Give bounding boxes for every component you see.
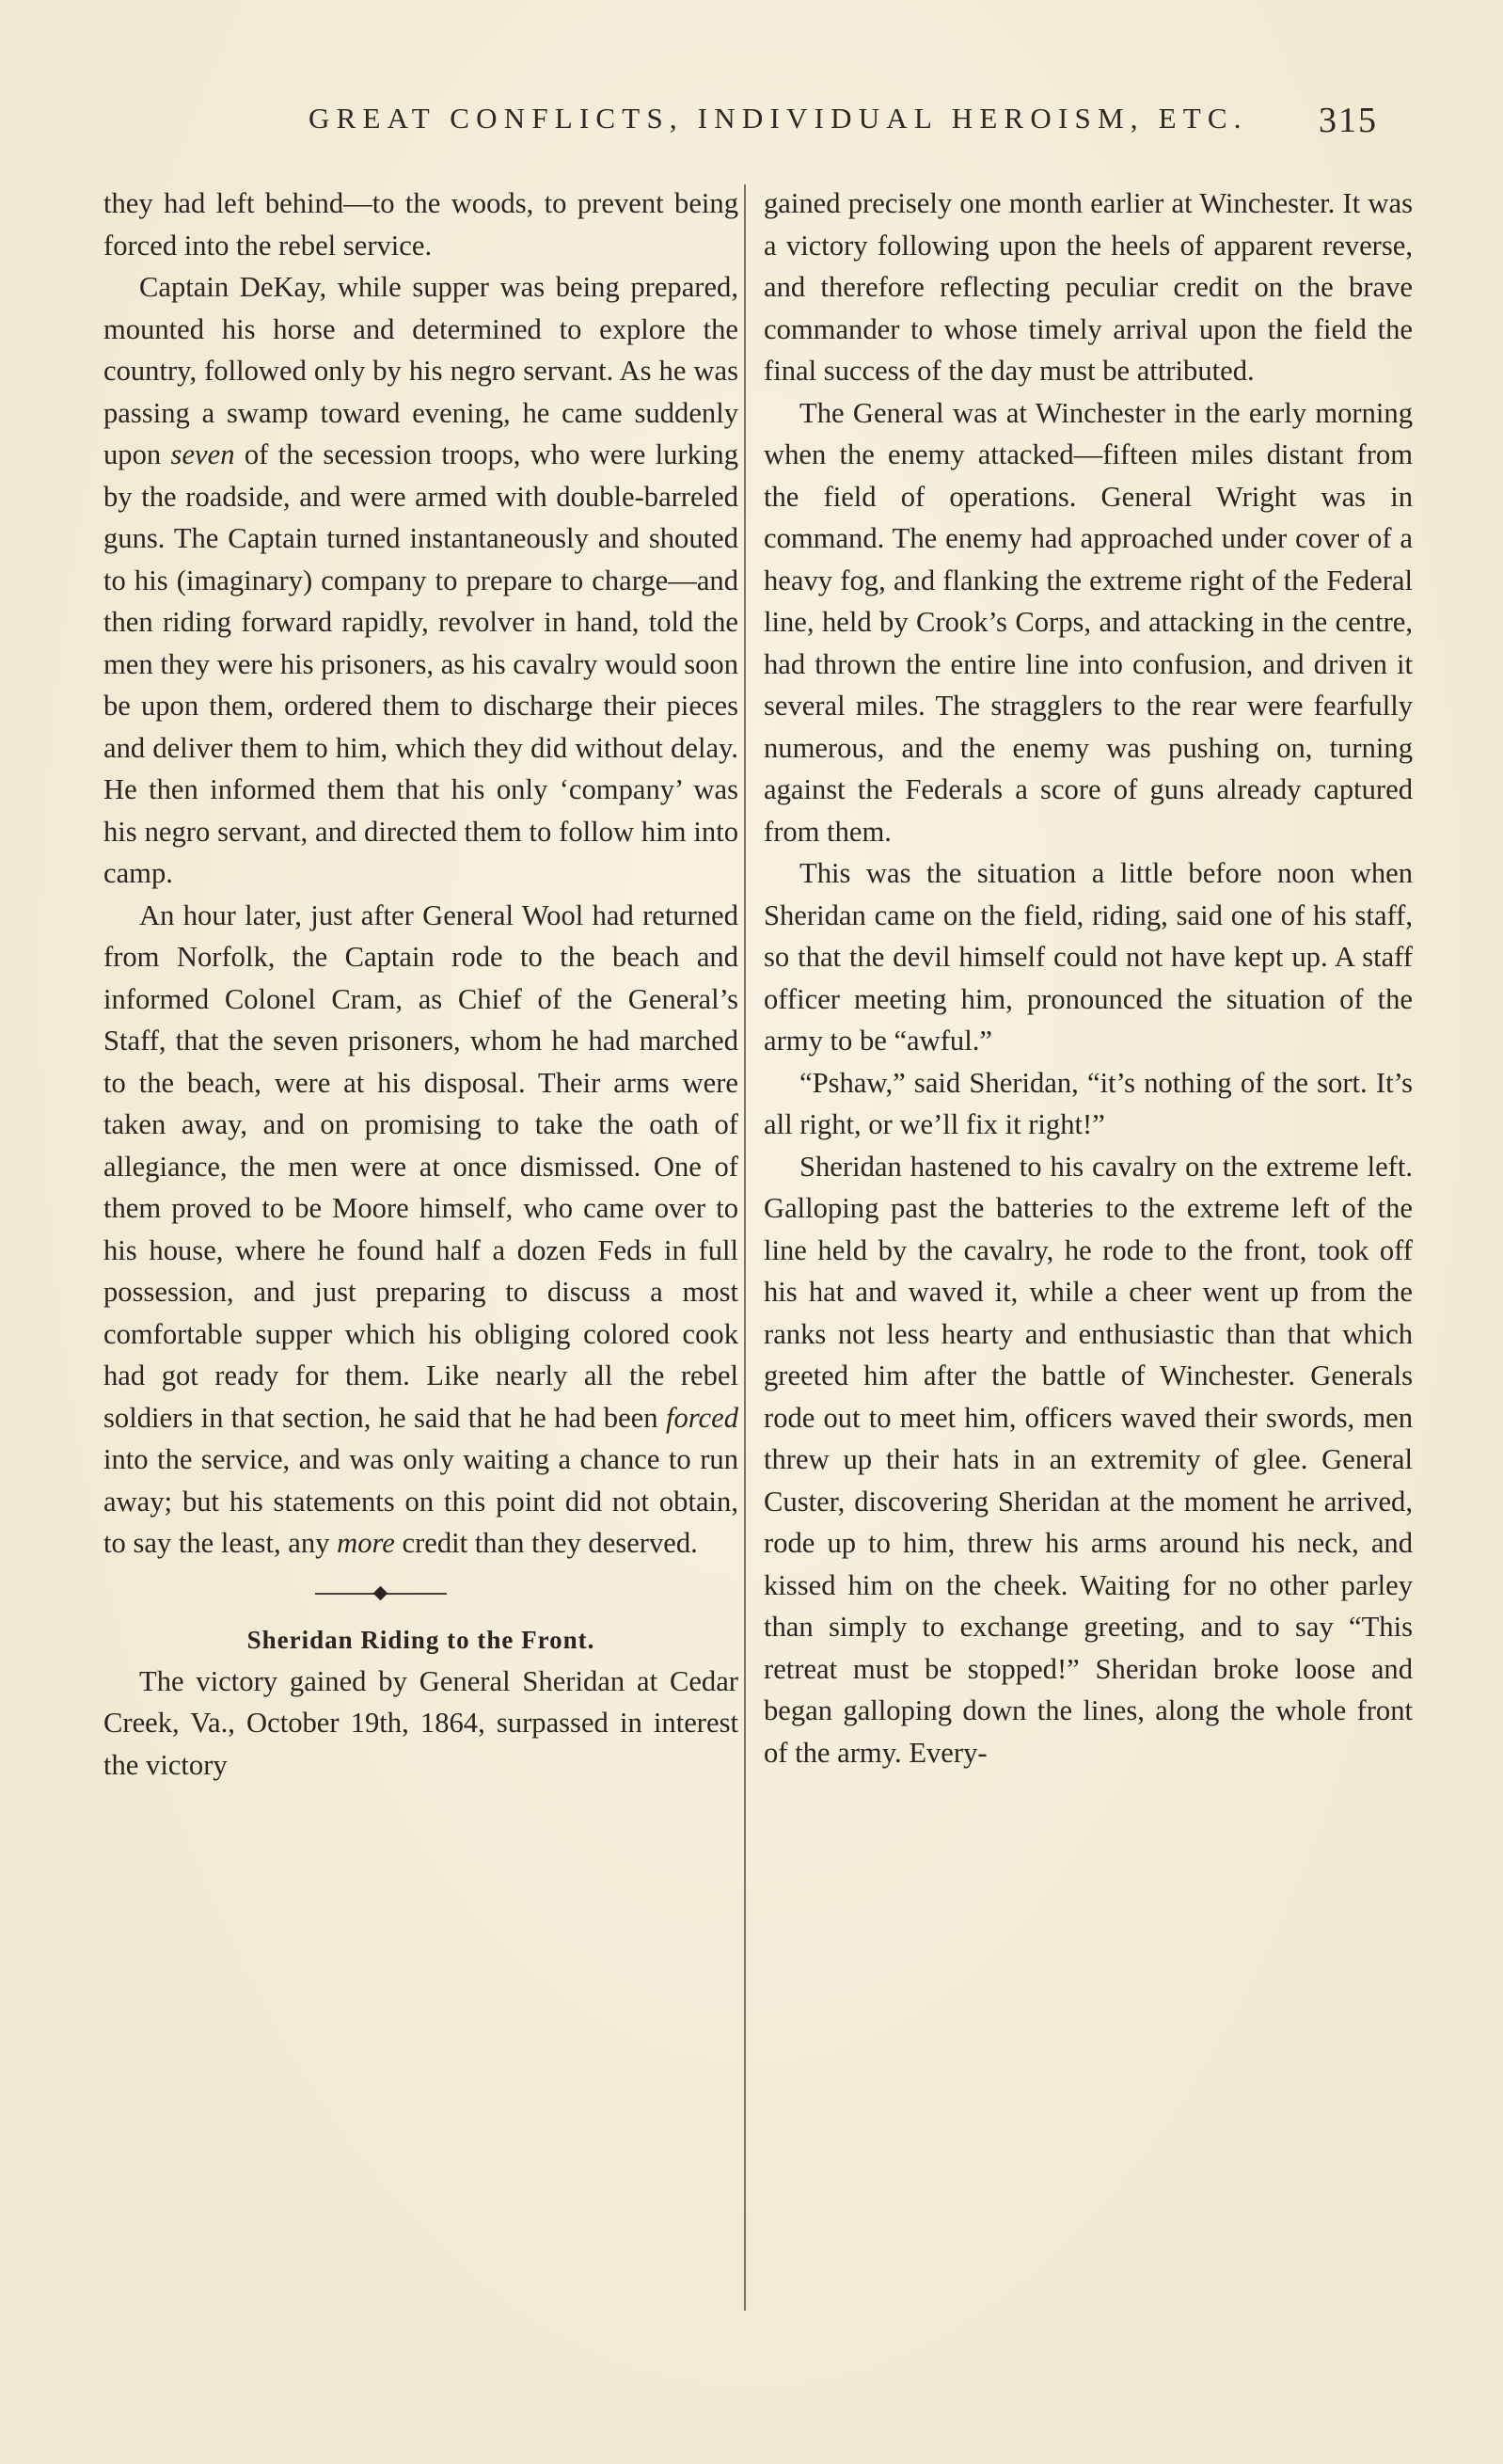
section-separator — [103, 1576, 738, 1614]
paragraph: The victory gained by General Sheridan at Cedar Creek, Va., October 19th, 1864, surpassed in interest the victory — [103, 1664, 738, 1781]
running-head — [0, 102, 1503, 149]
paragraph-text: An hour later, just after General Wool had returned from Norfolk, the Captain rode to the beach and informed Colonel Cram, as Chief of the General’s Staff, that the seven prisoners, whom he had marched to the beach, were at his disposal. Their arms were taken away, and on promising to take the oath of allegiance, the men were at once dismissed. One of them proved to be Moore himself, who came over to his house, where he found half a dozen Feds in full possession, and just preparing to discuss a most comfortable supper which his obliging colored cook had got ready for them. Like nearly all the rebel soldiers in that section, he said that he had been — [103, 898, 738, 1434]
paragraph-text: credit than they deserved. — [402, 1527, 698, 1559]
paragraph-text: Captain DeKay, while supper was being prepared, mounted his horse and determined to explore the country, followed only by his negro servant. As he was passing a swamp toward evening, he came suddenly upon — [103, 271, 738, 470]
paragraph: The General was at Winchester in the early morning when the enemy attacked—fifteen miles distant from the field of operations. General Wright was in command. The enemy had approached under cover of a heavy fog, and flanking the extreme right of the Federal line, held by Crook’s Corps, and attacking in the centre, had thrown the entire line into confusion, and driven it several miles. The stragglers to the rear were fearfully numerous, and the enemy was pushing on, turning against the Federals a score of guns already captured from them. — [764, 396, 1413, 848]
emphasis-text: seven — [170, 438, 235, 470]
paragraph-text: into the service, and was only waiting a chance to run away; but his statements on this point did not obtain, to say the least, any — [103, 1443, 738, 1559]
emphasis-text: forced — [665, 1401, 738, 1434]
separator-ornament — [373, 1585, 388, 1600]
paragraph: Sheridan hastened to his cavalry on the extreme left. Galloping past the batteries to the extreme left of the line held by the cavalry, he rode to the front, took off his hat and waved it, while a cheer went up from the ranks not less hearty and enthusiastic than that which greeted him after the battle of Winchester. Generals rode out to meet him, officers waved their swords, men threw up their hats in an extremity of glee. General Custer, discovering Sheridan at the moment he arrived, rode up to him, threw his arms around his neck, and kissed him on the cheek. Waiting for no other parley than simply to exchange greeting, and to say “This retreat must be stopped!” Sheridan broke loose and began galloping down the lines, along the whole front of the army. Every- — [764, 1150, 1413, 1769]
paragraph: This was the situation a little before noon when Sheridan came on the field, riding, said one of his staff, so that the devil himself could not have kept up. A staff officer meeting him, pronounced the situation of the army to be “awful.” — [764, 857, 1413, 1057]
section-heading: Sheridan Riding to the Front. — [246, 1625, 595, 1654]
column-divider — [744, 184, 746, 2311]
running-title: GREAT CONFLICTS, INDIVIDUAL HEROISM, ETC. — [309, 102, 1248, 135]
paragraph: “Pshaw,” said Sheridan, “it’s nothing of the sort. It’s all right, or we’ll fix it right!” — [764, 1066, 1413, 1140]
paragraph: gained precisely one month earlier at Winchester. It was a victory following upon the heels of apparent reverse, and therefore reflecting peculiar credit on the brave commander to whose timely arrival upon the field the final success of the day must be attributed. — [764, 187, 1413, 387]
page-number: 315 — [1319, 101, 1378, 140]
emphasis-text: more — [337, 1527, 395, 1559]
paragraph: they had left behind—to the woods, to prevent being forced into the rebel service. — [103, 187, 738, 262]
left-column — [103, 183, 738, 1786]
paragraph — [103, 266, 738, 895]
paragraph-text: of the secession troops, who were lurking by the roadside, and were armed with double-barreled guns. The Captain turned instantaneously and shouted to his (imaginary) company to prepare to charge—and then riding forward rapidly, revolver in hand, told the men they were his prisoners, as his cavalry would soon be upon them, ordered them to discharge their pieces and deliver them to him, which they did without delay. He then informed them that his only ‘company’ was his negro servant, and directed them to follow him into camp. — [103, 438, 739, 889]
right-column — [764, 183, 1413, 1773]
paragraph — [103, 895, 738, 1565]
